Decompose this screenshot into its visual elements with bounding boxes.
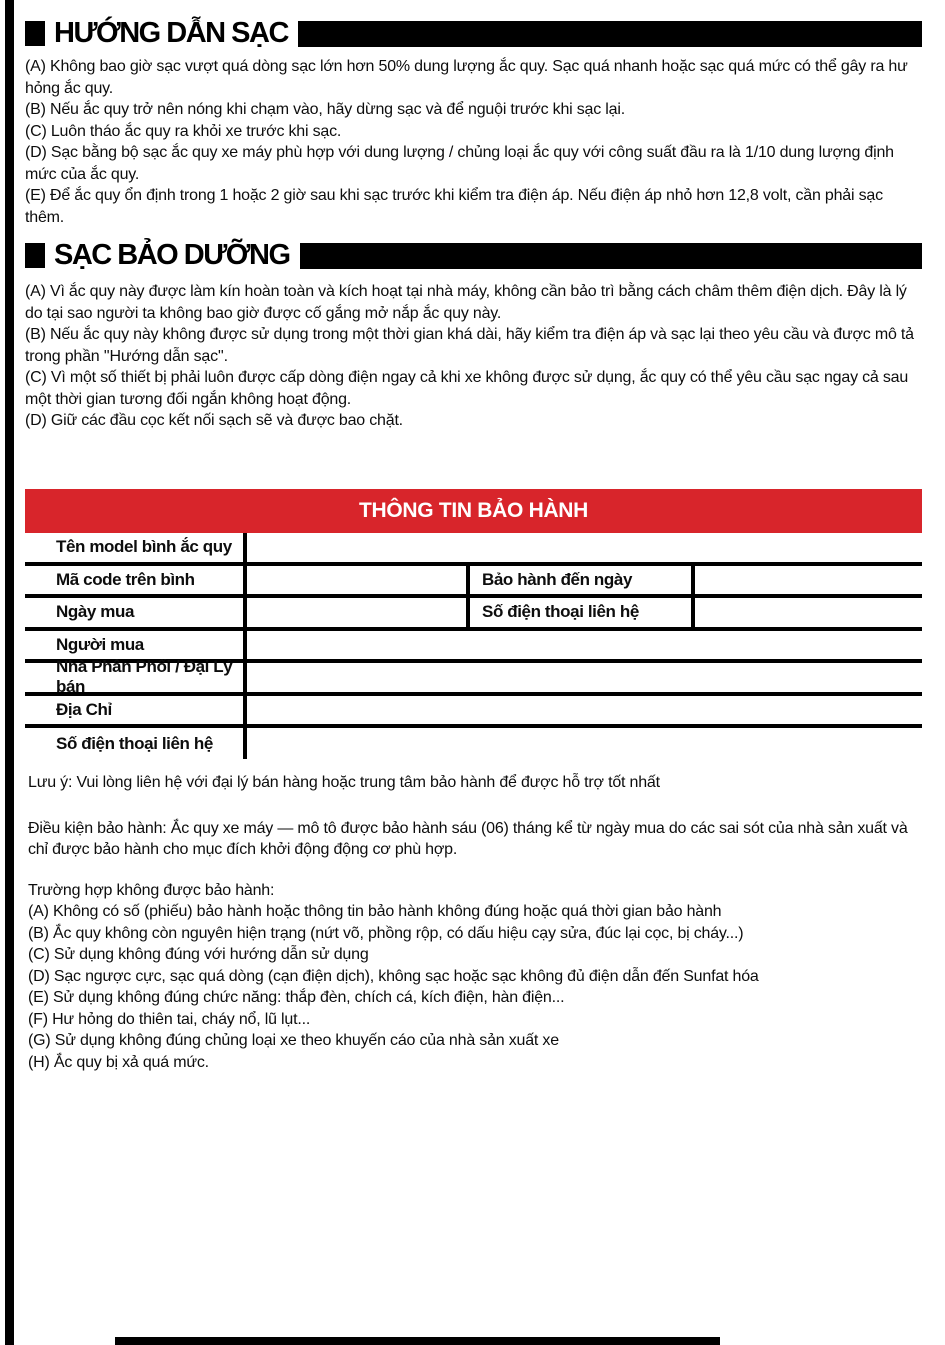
table-row xyxy=(25,728,922,759)
note-line: Lưu ý: Vui lòng liên hệ với đại lý bán hàng hoặc trung tâm bảo hành để được hỗ trợ tốt nhất xyxy=(28,774,660,791)
row-label: Bảo hành đến ngày xyxy=(470,566,695,595)
blank-value-cell xyxy=(247,566,470,595)
section-body xyxy=(25,281,922,432)
paragraph: (C) Luôn tháo ắc quy ra khỏi xe trước khi sạc. xyxy=(25,122,342,140)
exclusion-item: (F) Hư hỏng do thiên tai, cháy nổ, lũ lụt... xyxy=(28,1010,311,1028)
section-charging-instructions xyxy=(25,17,922,228)
blank-value-cell xyxy=(247,696,922,725)
row-label: Ngày mua xyxy=(25,598,247,627)
table-row xyxy=(25,696,922,729)
warranty-notes xyxy=(28,772,920,1073)
exclusions-title: Trường hợp không được bảo hành: xyxy=(28,881,275,899)
section-body xyxy=(25,56,922,228)
exclusion-item: (E) Sử dụng không đúng chức năng: thắp đèn, chích cá, kích điện, hàn điện... xyxy=(28,989,565,1006)
exclusion-item: (G) Sử dụng không đúng chủng loại xe theo khuyến cáo của nhà sản xuất xe xyxy=(28,1032,559,1049)
table-row xyxy=(25,533,922,566)
section-header xyxy=(25,239,922,271)
table-title-banner: THÔNG TIN BẢO HÀNH xyxy=(25,489,922,533)
warranty-conditions: Điều kiện bảo hành: Ắc quy xe máy — mô tô được bảo hành sáu (06) tháng kể từ ngày mua do các sai sót của nhà sản xuất và chỉ được bảo hành cho mục đích khởi động động cơ phù hợp. xyxy=(28,819,908,858)
paragraph: (D) Sạc bằng bộ sạc ắc quy xe máy phù hợp với dung lượng / chủng loại ắc quy với công suất đầu ra là 1/10 dung lượng định mức của ắc quy. xyxy=(25,144,894,183)
paragraph: (E) Để ắc quy ổn định trong 1 hoặc 2 giờ sau khi sạc trước khi kiểm tra điện áp. Nếu điện áp nhỏ hơn 12,8 volt, cần phải sạc thêm. xyxy=(25,187,883,226)
blank-value-cell xyxy=(247,598,470,627)
paragraph: (A) Không bao giờ sạc vượt quá dòng sạc lớn hơn 50% dung lượng ắc quy. Sạc quá nhanh hoặc sạc quá mức có thể gây ra hư hỏng ắc quy. xyxy=(25,58,908,97)
table-row xyxy=(25,657,922,697)
exclusion-item: (H) Ắc quy bị xả quá mức. xyxy=(28,1053,209,1071)
row-label: Người mua xyxy=(25,631,247,660)
warranty-info-table xyxy=(25,489,922,759)
title-rule-bar xyxy=(300,243,922,269)
row-label: Số điện thoại liên hệ xyxy=(25,728,247,759)
exclusion-item: (B) Ắc quy không còn nguyên hiện trạng (nứt võ, phồng rộp, có dấu hiệu cạy sửa, đúc lại cọc, bị cháy...) xyxy=(28,924,744,942)
row-label: Số điện thoại liên hệ xyxy=(470,598,695,627)
title-rule-bar xyxy=(298,21,922,47)
exclusion-item: (A) Không có số (phiếu) bảo hành hoặc thông tin bảo hành không đúng hoặc quá thời gian bảo hành xyxy=(28,903,722,920)
blank-value-cell xyxy=(247,533,922,562)
exclusion-item: (C) Sử dụng không đúng với hướng dẫn sử dụng xyxy=(28,946,369,963)
section-header xyxy=(25,17,922,49)
paragraph: (A) Vì ắc quy này được làm kín hoàn toàn và kích hoạt tại nhà máy, không cần bảo trì bằng cách châm thêm điện dịch. Đây là lý do tại sao người ta không bao giờ được cố gắng mở nắp ắc quy này. xyxy=(25,283,907,322)
table-row xyxy=(25,566,922,599)
blank-value-cell xyxy=(695,598,922,627)
section-title: HƯỚNG DẪN SẠC xyxy=(54,17,288,49)
blank-value-cell xyxy=(247,728,922,759)
table-row xyxy=(25,598,922,631)
paragraph: (D) Giữ các đầu cọc kết nối sạch sẽ và được bao chặt. xyxy=(25,412,403,429)
bottom-edge-bar xyxy=(115,1337,720,1345)
section-maintenance-charging xyxy=(25,239,922,432)
row-label: Tên model bình ắc quy xyxy=(25,533,247,562)
row-label: Mã code trên bình xyxy=(25,566,247,595)
row-label: Nhà Phân Phối / Đại Lý bán xyxy=(25,663,247,692)
title-bullet-square-icon xyxy=(25,243,45,268)
left-edge-bar xyxy=(5,0,14,1345)
blank-value-cell xyxy=(695,566,922,595)
row-label: Địa Chỉ xyxy=(25,696,247,725)
paragraph: (B) Nếu ắc quy này không được sử dụng trong một thời gian khá dài, hãy kiểm tra điện áp và sạc lại theo yêu cầu và được mô tả trong phần ''Hướng dẫn sạc''. xyxy=(25,326,914,365)
blank-value-cell xyxy=(247,663,922,692)
exclusion-item: (D) Sạc ngược cực, sạc quá dòng (cạn điện dịch), không sạc hoặc sạc không đủ điện dẫn đến Sunfat hóa xyxy=(28,967,759,985)
section-title: SẠC BẢO DƯỠNG xyxy=(54,239,290,271)
paragraph: (B) Nếu ắc quy trở nên nóng khi chạm vào, hãy dừng sạc và để nguội trước khi sạc lại. xyxy=(25,101,625,118)
paragraph: (C) Vì một số thiết bị phải luôn được cấp dòng điện ngay cả khi xe không được sử dụng, ắc quy có thể yêu cầu sạc ngay cả sau một thời gian tương đối ngắn không hoạt động. xyxy=(25,369,909,408)
blank-value-cell xyxy=(247,631,922,660)
title-bullet-square-icon xyxy=(25,21,45,46)
